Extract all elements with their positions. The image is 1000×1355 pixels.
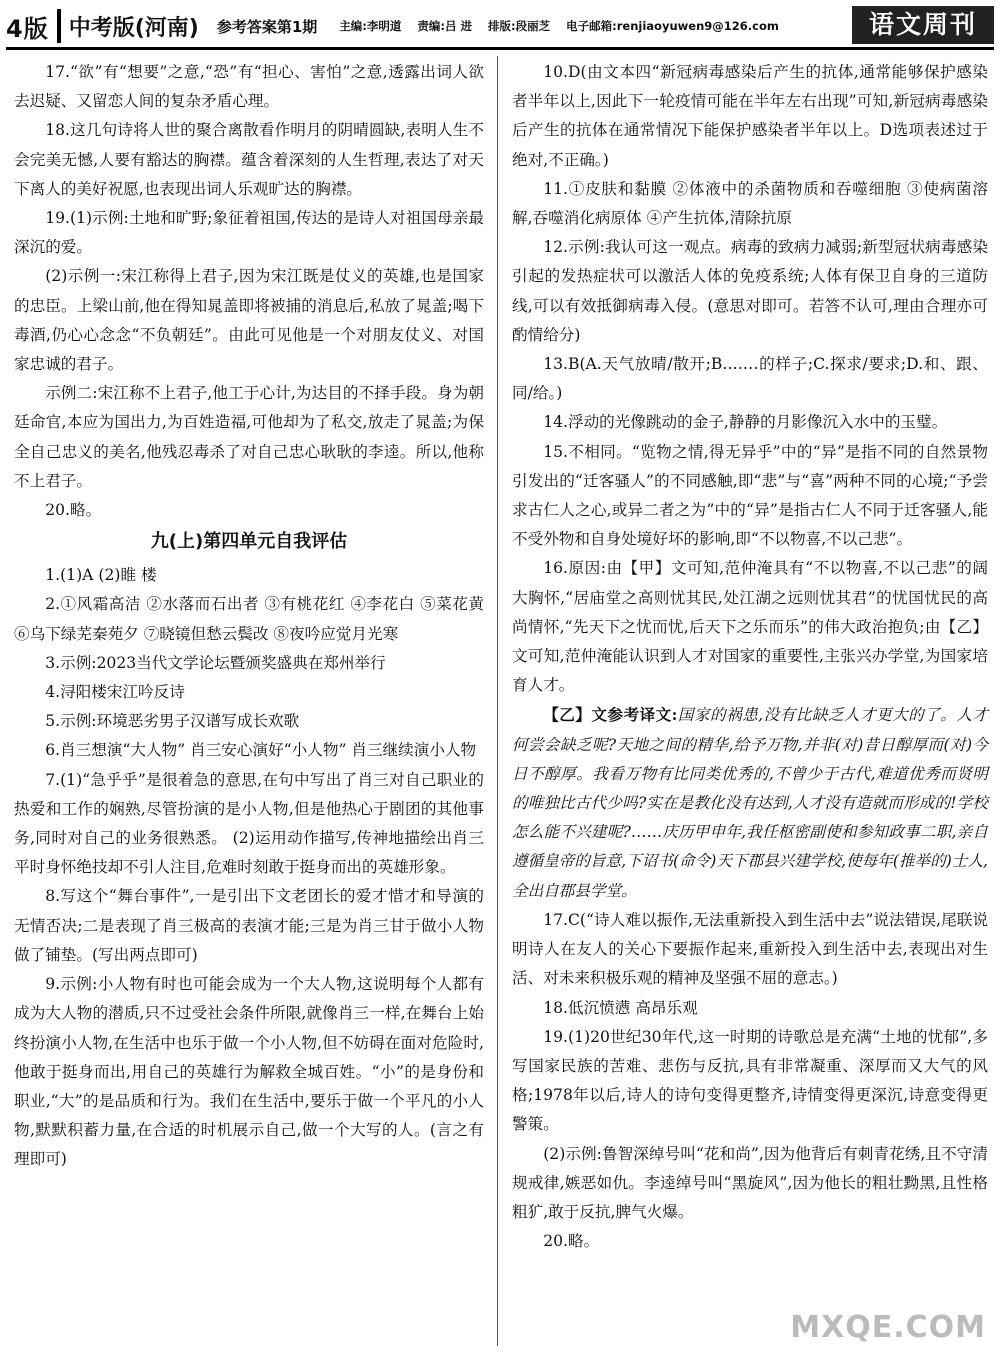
answer-18: 18.这几句诗将人世的聚合离散看作明月的阴晴圆缺,表明人生不会完美无憾,人要有豁达的胸襟。蕴含着深刻的人生哲理,表达了对天下离人的美好祝愿,也表现出词人乐观旷达的胸襟。 [14,121,484,198]
answer-19-1: 19.(1)示例:土地和旷野;象征着祖国,传达的是诗人对祖国母亲最深沉的爱。 [14,209,484,257]
answer-17: 17.“欲”有“想要”之意,“恐”有“担心、害怕”之意,透露出词人欲去迟疑、又留恋人间的复杂矛盾心理。 [14,63,484,111]
watermark: MXQE.COM [790,1310,986,1345]
unit-answer-14: 14.浮动的光像跳动的金子,静静的月影像沉入水中的玉璧。 [543,413,948,432]
unit-answer-5: 5.示例:环境恶劣男子汉谱写成长欢歌 [45,712,300,731]
unit-answer-4: 4.浔阳楼宋江吟反诗 [45,683,185,702]
answer-20: 20.略。 [45,501,102,520]
unit-answer-19-2: (2)示例:鲁智深绰号叫“花和尚”,因为他背后有刺青花绣,且不守清规戒律,嫉恶如仇。李逵绰号叫“黑旋风”,因为他长的粗壮黝黑,且性格粗犷,敢于反抗,脾气火爆。 [512,1144,988,1221]
unit-answer-3: 3.示例:2023当代文学论坛暨颁奖盛典在郑州举行 [45,653,386,672]
unit-answer-9: 9.示例:小人物有时也可能会成为一个大人物,这说明每个人都有成为大人物的潜质,只不过受社会条件所限,就像肖三一样,在舞台上始终扮演小人物,在生活中也乐于做一个小人物,但不妨碍在面对危险时,他敢于挺身而出,用自己的英雄行为解救全城百姓。“小”的是身份和职业,“大”的是品质和行为。我们在生活中,要乐于做一个平凡的小人物,默默积蓄力量,在合适的时机展示自己,做一个大写的人。(言之有理即可) [14,975,484,1169]
answer-19-2-example2: 示例二:宋江称不上君子,他工于心计,为达目的不择手段。身为朝廷命官,本应为国出力,为百姓造福,可他却为了私交,放走了晁盖;为保全自己忠义的美名,他残忍毒杀了对自己忠心耿耿的李逵。所以,他称不上君子。 [14,384,484,490]
unit-answer-12: 12.示例:我认可这一观点。病毒的致病力减弱;新型冠状病毒感染引起的发热症状可以激活人体的免疫系统;人体有保卫自身的三道防线,可以有效抵御病毒入侵。(意思对即可。若答不认可,理由合理亦可酌情给分) [512,238,988,344]
unit-answer-17: 17.C(“诗人难以振作,无法重新投入到生活中去”说法错误,尾联说明诗人在友人的关心下要振作起来,重新投入到生活中去,表现出对生活、对未来积极乐观的精神及坚强不屈的意志。) [512,910,988,988]
page-number: 4版 [6,14,49,43]
unit-answer-19-1: 19.(1)20世纪30年代,这一时期的诗歌总是充满“土地的忧郁”,多写国家民族的苦难、悲伤与反抗,具有非常凝重、深厚而又大气的风格;1978年以后,诗人的诗句变得更整齐,诗情变得更深沉,诗意变得更警策。 [512,1027,988,1134]
edition-title: 中考版(河南) [68,15,199,41]
right-column [512,58,988,1256]
header-divider [57,9,61,43]
unit-answer-13: 13.B(A.天气放晴/散开;B.……的样子;C.探求/要求;D.和、跟、同/给。) [512,355,988,403]
issue-label: 参考答案第1期 [216,17,318,36]
staff-credits [339,18,791,34]
translation-text: 国家的祸患,没有比缺乏人才更大的了。人才何尝会缺乏呢?天地之间的精华,给予万物,并非(对)昔日醇厚而(对)今日不醇厚。我看万物有比同类优秀的,不曾少于古代,难道优秀而贤明的唯独比古代少吗?实在是教化没有达到,人才没有造就而形成的!学校怎么能不兴建呢?……庆历甲申年,我任枢密副使和参知政事二职,亲自遵循皇帝的旨意,下诏书(命令)天下郡县兴建学校,使每年(推举的)士人,全出自郡县学堂。 [512,706,988,900]
layout-editor: 排版:段丽芝 [488,19,551,33]
page-header [0,0,1000,48]
unit-answer-2: 2.①风霜高洁 ②水落而石出者 ③有桃花红 ④李花白 ⑤菜花黄 ⑥乌下绿芜秦苑夕 ⑦晓镜但愁云鬓改 ⑧夜吟应觉月光寒 [14,595,484,643]
column-divider [497,56,498,1346]
unit-answer-10: 10.D(由文本四“新冠病毒感染后产生的抗体,通常能够保护感染者半年以上,因此下一轮疫情可能在半年左右出现”可知,新冠病毒感染后产生的抗体在通常情况下能保护感染者半年以上。D选项表述过于绝对,不正确。) [512,63,988,169]
header-rule [6,47,994,50]
editor: 责编:吕 进 [417,19,473,33]
unit-answer-20: 20.略。 [543,1232,600,1251]
unit-answer-6: 6.肖三想演“大人物” 肖三安心演好“小人物” 肖三继续演小人物 [45,741,477,760]
unit-answer-11: 11.①皮肤和黏膜 ②体液中的杀菌物质和吞噬细胞 ③使病菌溶解,吞噬消化病原体 ④产生抗体,清除抗原 [512,179,988,228]
unit-answer-8: 8.写这个“舞台事件”,一是引出下文老团长的爱才惜才和导演的无情否决;二是表现了肖三极高的表演才能;三是为肖三甘于做小人物做了铺垫。(写出两点即可) [14,887,484,964]
unit-answer-18: 18.低沉愤懑 高昂乐观 [543,998,698,1017]
unit-answer-7: 7.(1)“急乎乎”是很着急的意思,在句中写出了肖三对自己职业的热爱和工作的娴熟,尽管扮演的是小人物,但是他热心于剧团的其他事务,同时对自己的业务很熟悉。 (2)运用动作描写,传神地描绘出肖三平时身怀绝技却不引人注目,危难时刻敢于挺身而出的英雄形象。 [14,770,484,877]
unit-answer-15: 15.不相同。“览物之情,得无异乎”中的“异”是指不同的自然景物引发出的“迁客骚人”的不同感触,即“悲”与“喜”两种不同的心境;“予尝求古仁人之心,或异二者之为”中的“异”是指古仁人不同于迁客骚人,能不受外物和自身处境好坏的影响,即“不以物喜,不以己悲”。 [512,442,988,549]
translation-label: 【乙】文参考译文: [543,705,678,725]
left-column [14,58,484,1175]
contact-email: 电子邮箱:renjiaoyuwen9@126.com [566,19,779,33]
translation-block [512,700,988,905]
section-heading: 九(上)第四单元自我评估 [150,531,348,553]
brand-logo: 语文周刊 [852,6,994,44]
unit-answer-16: 16.原因:由【甲】文可知,范仲淹具有“不以物喜,不以己悲”的阔大胸怀,“居庙堂之高则忧其民,处江湖之远则忧其君”的忧国忧民的高尚情怀,“先天下之忧而忧,后天下之乐而乐”的伟大政治抱负;由【乙】文可知,范仲淹能认识到人才对国家的重要性,主张兴办学堂,为国家培育人才。 [512,559,988,695]
header-info [6,8,791,44]
answer-19-2-example1: (2)示例一:宋江称得上君子,因为宋江既是仗义的英雄,也是国家的忠臣。上梁山前,他在得知晁盖即将被捕的消息后,私放了晁盖;喝下毒酒,仍心心念念“不负朝廷”。由此可见他是一个对朋友仗义、对国家忠诚的君子。 [14,267,484,374]
chief-editor: 主编:李明道 [339,19,402,33]
unit-answer-1: 1.(1)A (2)睢 楼 [45,566,157,585]
